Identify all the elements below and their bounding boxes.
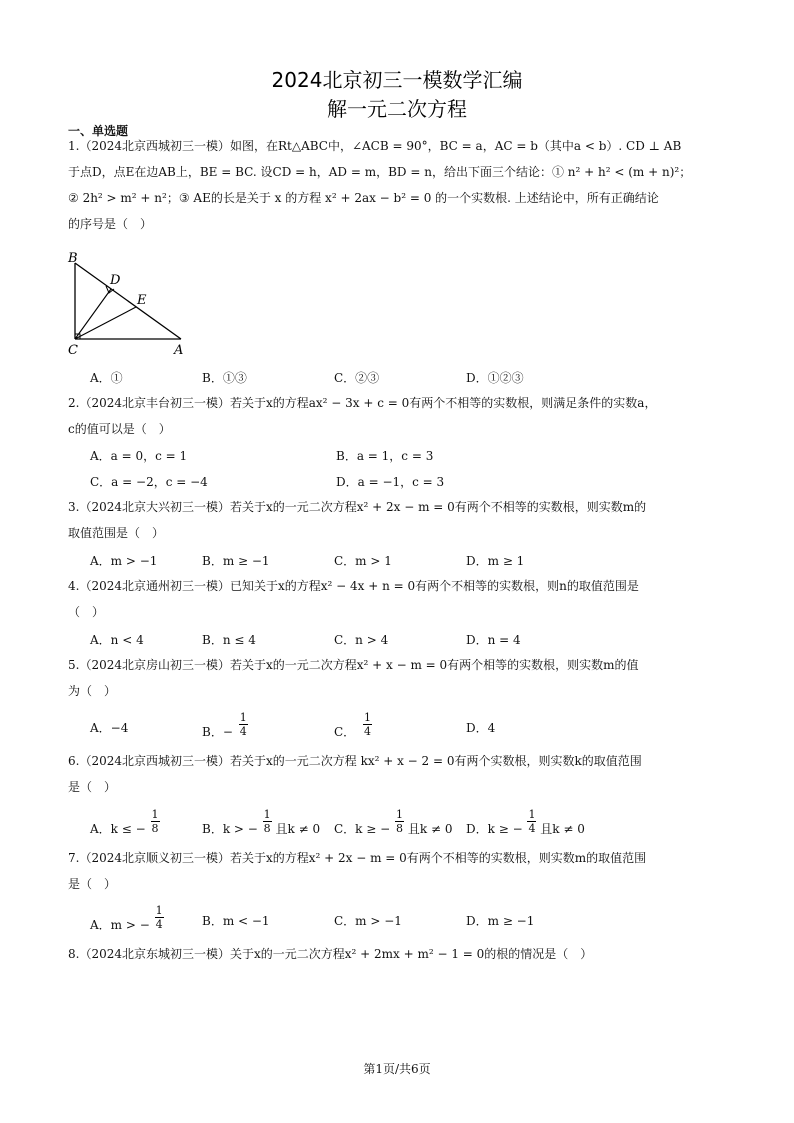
label-b: B: [68, 251, 78, 266]
question-1: [68, 133, 693, 237]
question-5-options: [90, 709, 690, 745]
option-d-label: D．k ≥ −: [466, 822, 523, 836]
question-8: [68, 941, 693, 967]
numerator: 1: [364, 711, 372, 724]
question-7-options: [90, 902, 690, 938]
question-1-line-2: 于点D，点E在边AB上，BE = BC. 设CD = h，AD = m，BD = n，给出下面三个结论：① n² + h² < (m + n)²；: [68, 165, 692, 179]
document-title: 2024北京初三一模数学汇编: [271, 68, 523, 92]
denominator: 8: [263, 822, 271, 835]
question-2-line-2: c的值可以是（ ）: [68, 422, 171, 436]
fraction: [263, 808, 272, 835]
option-b-label: B．k > −: [202, 822, 258, 836]
question-6-line-1: 6.（2024北京西城初三一模）若关于x的一元二次方程 kx² + x − 2 = 0有两个实数根，则实数k的取值范围: [68, 754, 642, 768]
denominator: 4: [239, 725, 247, 738]
numerator: 1: [396, 808, 404, 821]
label-a: A: [174, 343, 184, 358]
question-7-line-1: 7.（2024北京顺义初三一模）若关于x的方程x² + 2x − m = 0有两个不相等的实数根，则实数m的取值范围: [68, 851, 647, 865]
option-a[interactable]: [90, 904, 164, 939]
option-b[interactable]: [202, 711, 248, 746]
option-c-label: C．: [334, 725, 356, 739]
option-d[interactable]: [466, 808, 585, 843]
question-5-line-2: 为（ ）: [68, 684, 117, 698]
option-a[interactable]: A．−4: [90, 721, 129, 735]
denominator: 8: [151, 822, 159, 835]
option-a[interactable]: A．a = 0，c = 1: [90, 449, 188, 463]
option-d[interactable]: D．m ≥ 1: [466, 554, 525, 568]
option-d[interactable]: D．n = 4: [466, 633, 521, 647]
option-b-label: B．−: [202, 725, 233, 739]
document-subtitle: 解一元二次方程: [327, 97, 467, 121]
numerator: 1: [155, 904, 163, 917]
question-1-line-4: 的序号是（ ）: [68, 217, 153, 231]
question-1-line-1: 1.（2024北京西城初三一模）如图，在Rt△ABC中，∠ACB = 90°，BC = a，AC = b（其中a < b）. CD ⊥ AB: [68, 139, 682, 153]
fraction: [363, 711, 372, 738]
question-6-options: [90, 806, 690, 842]
option-a-label: A．k ≤ −: [90, 822, 146, 836]
question-4-line-2: （ ）: [68, 605, 105, 619]
option-d[interactable]: D．4: [466, 721, 496, 735]
option-c[interactable]: C．n > 4: [334, 633, 389, 647]
question-3-line-2: 取值范围是（ ）: [68, 526, 165, 540]
option-c[interactable]: [334, 711, 372, 746]
label-c: C: [68, 343, 78, 358]
question-2-options-row-2: [90, 473, 690, 493]
question-5: [68, 652, 693, 704]
segment-ba: [75, 263, 181, 339]
option-c[interactable]: C．m > −1: [334, 914, 402, 928]
numerator: 1: [528, 808, 536, 821]
denominator: 4: [364, 725, 372, 738]
question-4-options: [90, 631, 690, 651]
fraction: [395, 808, 404, 835]
option-b[interactable]: B．m ≥ −1: [202, 554, 270, 568]
question-2: [68, 390, 693, 442]
numerator: 1: [239, 711, 247, 724]
question-2-options-row-1: [90, 447, 690, 467]
fraction: [527, 808, 536, 835]
option-d[interactable]: D．a = −1，c = 3: [336, 475, 445, 489]
option-b[interactable]: B．①③: [202, 371, 247, 385]
option-b[interactable]: B．m < −1: [202, 914, 270, 928]
option-c-label: C．k ≥ −: [334, 822, 391, 836]
question-7: [68, 845, 693, 897]
question-7-line-2: 是（ ）: [68, 877, 117, 891]
option-b[interactable]: B．a = 1，c = 3: [336, 449, 434, 463]
question-4-line-1: 4.（2024北京通州初三一模）已知关于x的方程x² − 4x + n = 0有两个不相等的实数根，则n的取值范围是: [68, 579, 639, 593]
question-1-line-3: ② 2h² > m² + n²；③ AE的长是关于 x 的方程 x² + 2ax − b² = 0 的一个实数根. 上述结论中，所有正确结论: [68, 191, 659, 205]
option-b[interactable]: [202, 808, 321, 843]
section-heading: 一、单选题: [68, 124, 129, 138]
option-a[interactable]: A．n < 4: [90, 633, 144, 647]
page-footer: 第1页/共6页: [363, 1062, 431, 1076]
option-c[interactable]: [334, 808, 453, 843]
question-6: [68, 748, 693, 800]
option-d[interactable]: D．①②③: [466, 371, 524, 385]
question-3: [68, 494, 693, 546]
option-c-suffix: 且k ≠ 0: [407, 822, 453, 836]
option-a[interactable]: A．m > −1: [90, 554, 158, 568]
question-3-line-1: 3.（2024北京大兴初三一模）若关于x的一元二次方程x² + 2x − m = 0有两个不相等的实数根，则实数m的: [68, 500, 647, 514]
denominator: 4: [155, 918, 163, 931]
question-1-options: [90, 369, 690, 389]
fraction: [155, 904, 164, 931]
option-c[interactable]: C．②③: [334, 371, 380, 385]
question-2-line-1: 2.（2024北京丰台初三一模）若关于x的方程ax² − 3x + c = 0有两个不相等的实数根，则满足条件的实数a，: [68, 396, 657, 410]
numerator: 1: [263, 808, 271, 821]
option-a-label: A．m > −: [90, 918, 150, 932]
segment-cd: [75, 289, 111, 339]
option-d[interactable]: D．m ≥ −1: [466, 914, 535, 928]
option-d-suffix: 且k ≠ 0: [540, 822, 585, 836]
option-c[interactable]: C．a = −2，c = −4: [90, 475, 208, 489]
option-b-suffix: 且k ≠ 0: [275, 822, 321, 836]
denominator: 8: [396, 822, 404, 835]
label-d: D: [110, 273, 121, 288]
triangle-figure: [64, 248, 194, 358]
fraction: [151, 808, 160, 835]
question-8-line-1: 8.（2024北京东城初三一模）关于x的一元二次方程x² + 2mx + m² − 1 = 0的根的情况是（ ）: [68, 947, 593, 961]
option-c[interactable]: C．m > 1: [334, 554, 392, 568]
option-a[interactable]: [90, 808, 160, 843]
label-e: E: [137, 293, 147, 308]
question-6-line-2: 是（ ）: [68, 780, 117, 794]
fraction: [239, 711, 248, 738]
segment-ce: [75, 307, 136, 339]
question-3-options: [90, 552, 690, 572]
question-5-line-1: 5.（2024北京房山初三一模）若关于x的一元二次方程x² + x − m = 0有两个相等的实数根，则实数m的值: [68, 658, 639, 672]
denominator: 4: [528, 822, 536, 835]
option-b[interactable]: B．n ≤ 4: [202, 633, 256, 647]
option-a[interactable]: A．①: [90, 371, 123, 385]
question-4: [68, 573, 693, 625]
numerator: 1: [151, 808, 159, 821]
